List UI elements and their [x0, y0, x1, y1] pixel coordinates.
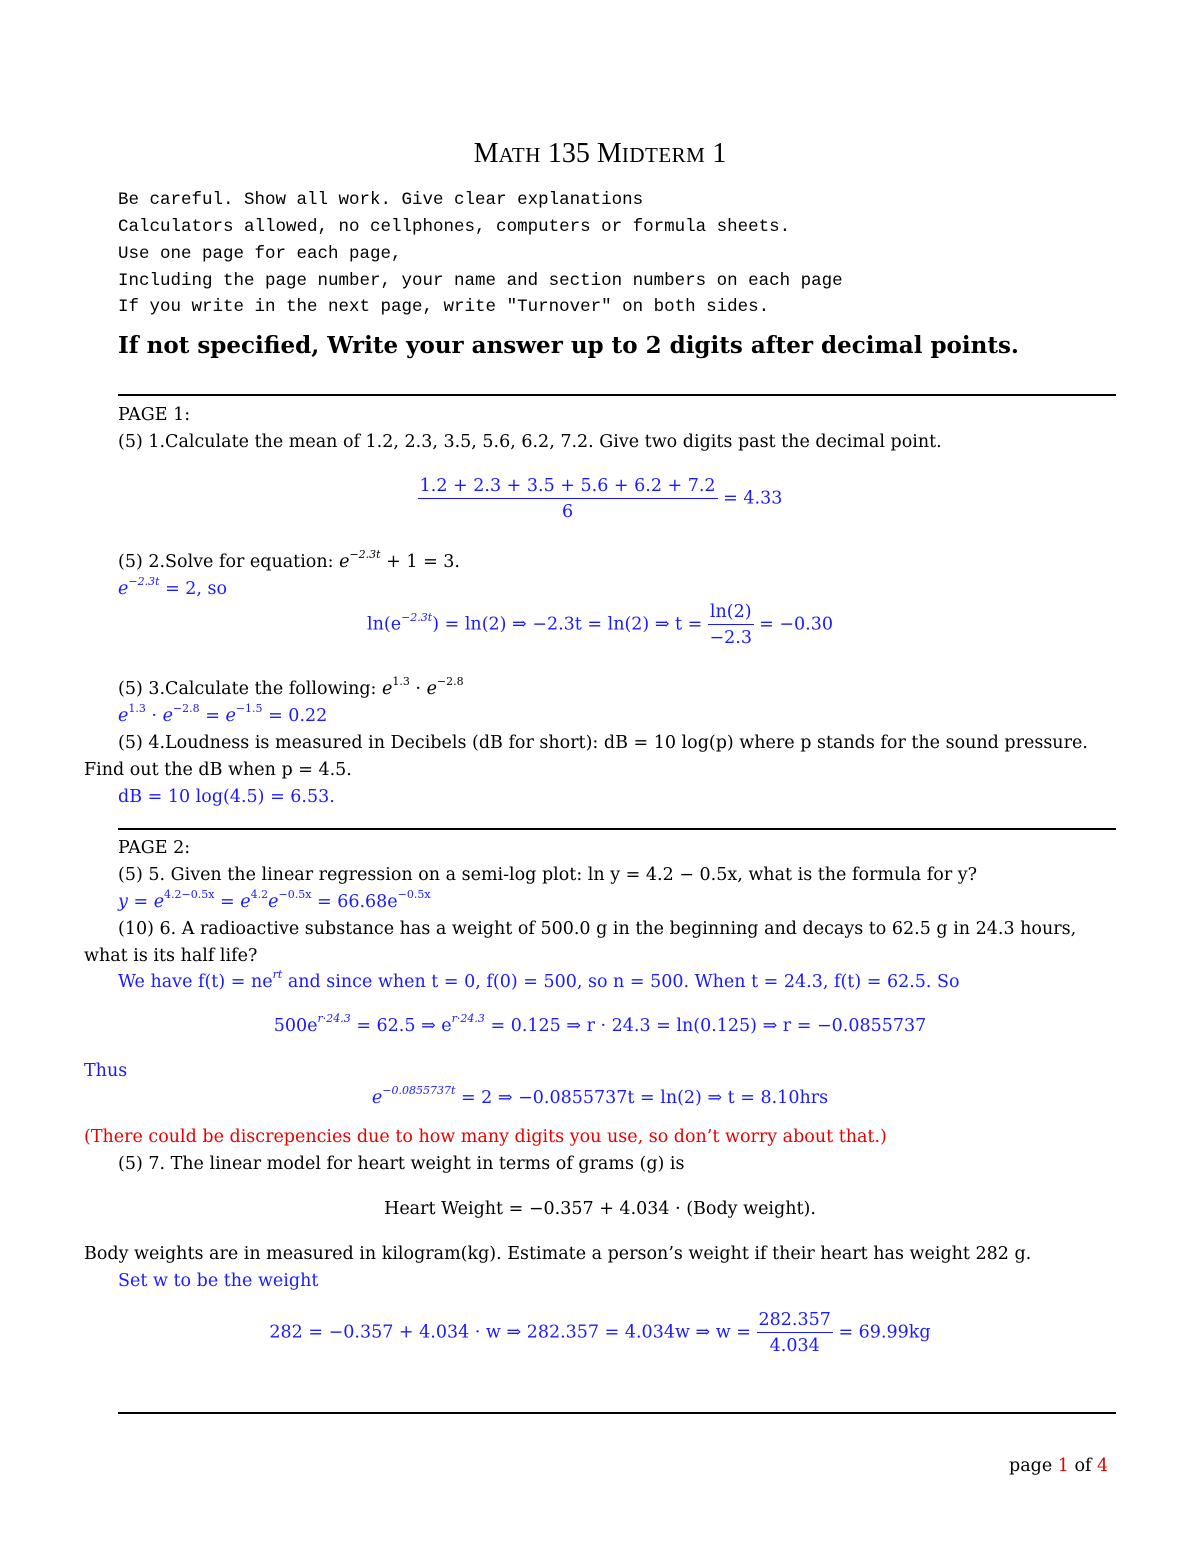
- question-2-text: + 1 = 3.: [380, 552, 460, 572]
- exponent: r·24.3: [451, 1012, 485, 1026]
- exponent: 4.2−0.5x: [164, 888, 215, 902]
- exponent: −2.3t: [401, 610, 433, 624]
- page1-label: PAGE 1:: [118, 405, 191, 425]
- title-part: ATH: [498, 143, 541, 167]
- exponent: 1.3: [128, 702, 146, 716]
- instruction-line: Including the page number, your name and section numbers on each page: [118, 271, 843, 291]
- page2-label: PAGE 2:: [118, 838, 191, 858]
- answer-3-result: = 0.22: [262, 706, 328, 726]
- question-2-text: (5) 2.Solve for equation:: [118, 552, 340, 572]
- title-part: IDTERM: [621, 143, 706, 167]
- instruction-line: Be careful. Show all work. Give clear explanations: [118, 190, 644, 210]
- exponent: −2.8: [436, 675, 464, 689]
- question-1: (5) 1.Calculate the mean of 1.2, 2.3, 3.5, 5.6, 6.2, 7.2. Give two digits past the decimal point.: [118, 432, 942, 452]
- equation-part: = −0.30: [753, 614, 833, 635]
- instruction-line: If you write in the next page, write "Turnover" on both sides.: [118, 297, 770, 317]
- answer-2-step: $e^{-2.3t} = 2$, so: [118, 575, 228, 599]
- of-word: of: [1068, 1456, 1098, 1476]
- answer-6-equation-1: [0, 1012, 1200, 1036]
- total-pages: 4: [1097, 1456, 1109, 1476]
- question-4: (5) 4.Loudness is measured in Decibels (dB for short): dB = 10 log(p) where p stands for the sound pressure.: [118, 733, 1088, 753]
- question-4-cont: Find out the dB when p = 4.5.: [84, 760, 352, 780]
- equation-part: ln(e: [367, 614, 402, 635]
- exponent: r·24.3: [317, 1012, 351, 1026]
- equation-part: = 2 ⇒ −0.0855737t = ln(2) ⇒ t = 8.10hrs: [455, 1088, 829, 1108]
- discrepancy-note: (There could be discrepencies due to how many digits you use, so don’t worry about that.): [84, 1127, 887, 1147]
- question-6-cont: what is its half life?: [84, 946, 258, 966]
- title-part: 135: [540, 138, 597, 169]
- exponent: −2.8: [172, 702, 200, 716]
- answer-6-thus: Thus: [84, 1061, 128, 1081]
- equation-part: 500e: [273, 1016, 318, 1036]
- page-number: [1009, 1456, 1108, 1476]
- page-word: page: [1009, 1456, 1058, 1476]
- equation-part: = 69.99kg: [832, 1322, 931, 1343]
- answer-5-text: = 66.68e: [311, 892, 398, 912]
- answer-1: [0, 476, 1200, 522]
- answer-6-text: and since when t = 0, f(0) = 500, so n = 500. When t = 24.3, f(t) = 62.5. So: [282, 972, 960, 992]
- equation-part: = 62.5 ⇒ e: [350, 1016, 452, 1036]
- question-3-text: (5) 3.Calculate the following:: [118, 679, 382, 699]
- question-2: (5) 2.Solve for equation: $e^{-2.3t} + 1 = 3$.: [118, 548, 460, 572]
- answer-6-intro: [118, 968, 960, 992]
- answer-3: $e^{1.3} \cdot e^{-2.8} = e^{-1.5} = 0.22$: [118, 702, 328, 726]
- answer-6-text: We have f(t) = ne: [118, 972, 273, 992]
- instruction-line: Use one page for each page,: [118, 244, 402, 264]
- exponent: rt: [272, 968, 283, 982]
- ln-fraction: [708, 602, 754, 648]
- title-part: 1: [705, 138, 727, 169]
- answer-6-equation-2: $e^{-0.0855737t} = 2$ ⇒ −0.0855737t = ln(2) ⇒ t = 8.10hrs: [371, 1084, 829, 1108]
- exponent: −2.3t: [349, 548, 381, 562]
- answer-5: $y = e^{4.2-0.5x} = e^{4.2}e^{-0.5x} = 66.68e^{-0.5x}$: [118, 888, 431, 912]
- mean-fraction: [418, 476, 718, 522]
- exponent: −2.3t: [128, 575, 160, 589]
- answer-4: dB = 10 log(4.5) = 6.53.: [118, 787, 335, 807]
- exponent: −0.0855737t: [382, 1084, 456, 1098]
- fraction-numerator: 1.2 + 2.3 + 3.5 + 5.6 + 6.2 + 7.2: [418, 476, 718, 499]
- equation-part: ) = ln(2) ⇒ −2.3t = ln(2) ⇒ t =: [432, 614, 708, 635]
- answer-7-set: Set w to be the weight: [118, 1271, 319, 1291]
- equation-part: 282 = −0.357 + 4.034 · w ⇒ 282.357 = 4.034w ⇒ w =: [269, 1322, 757, 1343]
- emphasis-note: If not specified, Write your answer up to 2 digits after decimal points.: [118, 332, 1019, 359]
- fraction-denominator: 6: [562, 502, 574, 522]
- section-divider: [118, 394, 1116, 396]
- fraction-numerator: 282.357: [757, 1310, 833, 1333]
- title-part: M: [596, 138, 622, 169]
- question-3: (5) 3.Calculate the following: $e^{1.3} \cdot e^{-2.8}$: [118, 675, 464, 699]
- weight-fraction: [757, 1310, 833, 1356]
- exponent: 1.3: [392, 675, 410, 689]
- instruction-line: Calculators allowed, no cellphones, computers or formula sheets.: [118, 217, 791, 237]
- equation-part: = 0.125 ⇒ r · 24.3 = ln(0.125) ⇒ r = −0.0855737: [484, 1016, 927, 1036]
- exponent: 4.2: [250, 888, 269, 902]
- title-part: M: [473, 138, 499, 169]
- section-divider: [118, 1412, 1116, 1414]
- answer-2-equation: [0, 602, 1200, 648]
- exponent: −1.5: [235, 702, 263, 716]
- current-page: 1: [1057, 1456, 1069, 1476]
- fraction-numerator: ln(2): [708, 602, 754, 625]
- fraction-denominator: −2.3: [709, 628, 752, 648]
- exponent: −0.5x: [397, 888, 431, 902]
- question-5: (5) 5. Given the linear regression on a semi-log plot: ln y = 4.2 − 0.5x, what is the formula for y?: [118, 865, 978, 885]
- heart-weight-model: Heart Weight = −0.357 + 4.034 · (Body weight).: [384, 1199, 816, 1219]
- fraction-denominator: 4.034: [769, 1336, 820, 1356]
- answer-2-step-text: = 2, so: [159, 579, 228, 599]
- question-6: (10) 6. A radioactive substance has a weight of 500.0 g in the beginning and decays to 62.5 g in 24.3 hours,: [118, 919, 1077, 939]
- question-7: (5) 7. The linear model for heart weight in terms of grams (g) is: [118, 1154, 685, 1174]
- page-title: [0, 138, 1200, 170]
- answer-1-result: = 4.33: [723, 488, 783, 509]
- question-7-cont: Body weights are in measured in kilogram(kg). Estimate a person’s weight if their heart has weight 282 g.: [84, 1244, 1032, 1264]
- section-divider: [118, 828, 1116, 830]
- answer-7-equation: [0, 1310, 1200, 1356]
- exponent: −0.5x: [278, 888, 312, 902]
